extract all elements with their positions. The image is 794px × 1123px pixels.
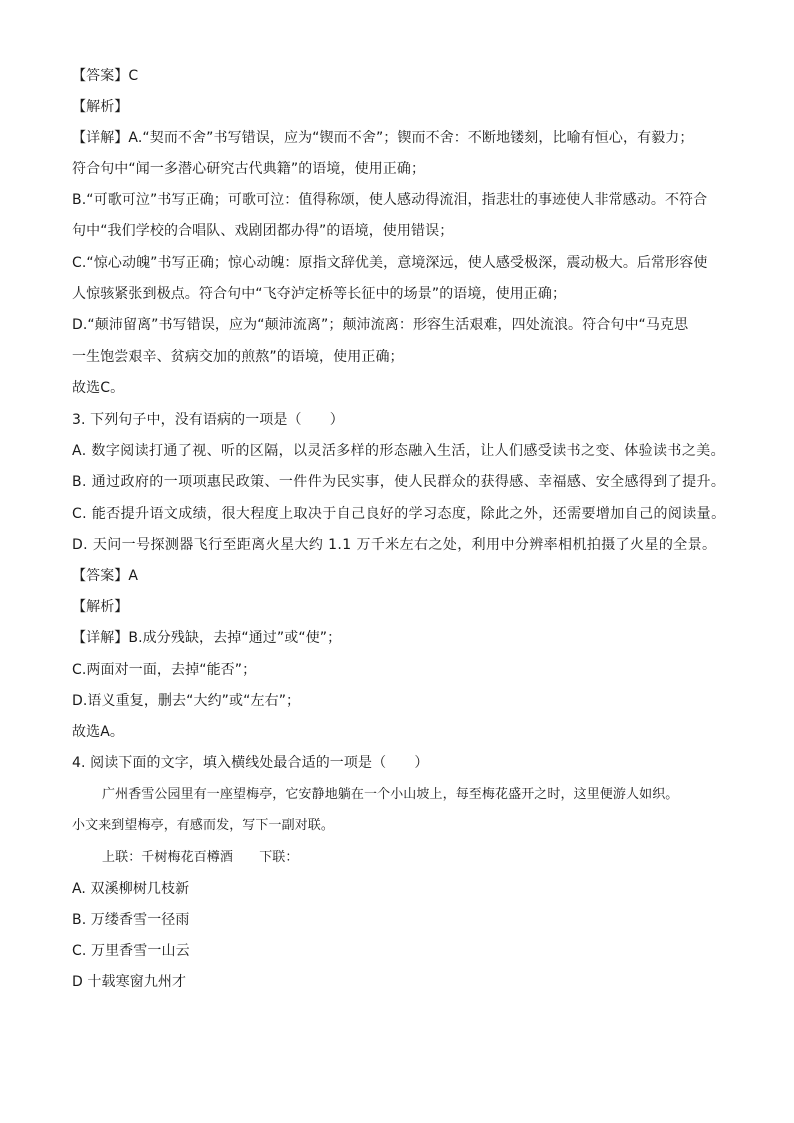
q3-option-b: B. 通过政府的一项项惠民政策、一件件为民实事，使人民群众的获得感、幸福感、安全感得到了提升。 xyxy=(72,474,726,490)
q4-passage-line-1: 广州香雪公园里有一座望梅亭，它安静地躺在一个小山坡上，每至梅花盛开之时，这里便游人如织。 xyxy=(102,787,679,802)
q4-passage-line-2: 小文来到望梅亭，有感而发，写下一副对联。 xyxy=(72,818,335,833)
q2-conclusion: 故选C。 xyxy=(72,380,125,396)
q3-answer: 【答案】A xyxy=(72,568,139,584)
q3-conclusion: 故选A。 xyxy=(72,724,124,740)
q2-answer: 【答案】C xyxy=(72,68,139,84)
q4-option-d: D 十载寒窗九州才 xyxy=(72,974,187,990)
q4-option-a: A. 双溪柳树几枝新 xyxy=(72,881,190,897)
q4-couplet: 上联：千树梅花百樽酒 下联： xyxy=(102,850,299,865)
q2-detail-line-2: 符合句中“闻一多潜心研究古代典籍”的语境，使用正确； xyxy=(72,161,426,177)
q2-detail-line-4: 句中“我们学校的合唱队、戏剧团都办得”的语境，使用错误； xyxy=(72,223,454,239)
q2-detail-line-1: 【详解】A.“契而不舍”书写错误，应为“锲而不舍”；锲而不舍：不断地镂刻，比喻有恒心，有毅力； xyxy=(72,130,694,146)
q2-detail-line-3: B.“可歌可泣”书写正确；可歌可泣：值得称颂，使人感动得流泪，指悲壮的事迹使人非常感动。不符合 xyxy=(72,192,708,208)
q4-option-b: B. 万缕香雪一径雨 xyxy=(72,912,190,928)
q3-option-d: D. 天问一号探测器飞行至距离火星大约 1.1 万千米左右之处，利用中分辨率相机拍摄了火星的全景。 xyxy=(72,537,717,553)
q3-option-a: A. 数字阅读打通了视、听的区隔，以灵活多样的形态融入生活，让人们感受读书之变、体验读书之美。 xyxy=(72,443,726,459)
q3-analysis-label: 【解析】 xyxy=(72,599,129,615)
q2-detail-line-6: 人惊骇紧张到极点。符合句中“飞夺泸定桥等长征中的场景”的语境，使用正确； xyxy=(72,286,567,302)
q3-detail-line-1: 【详解】B.成分残缺，去掉“通过”或“使”； xyxy=(72,630,342,646)
q4-stem: 4. 阅读下面的文字，填入横线处最合适的一项是（ ） xyxy=(72,755,429,771)
q3-detail-line-2: C.两面对一面，去掉“能否”； xyxy=(72,662,257,678)
q2-detail-line-8: 一生饱尝艰辛、贫病交加的煎熬”的语境，使用正确； xyxy=(72,349,404,365)
q3-detail-line-3: D.语义重复，删去“大约”或“左右”； xyxy=(72,693,301,709)
q4-option-c: C. 万里香雪一山云 xyxy=(72,943,190,959)
q2-analysis-label: 【解析】 xyxy=(72,99,129,115)
q2-detail-line-5: C.“惊心动魄”书写正确；惊心动魄：原指文辞优美，意境深远，使人感受极深，震动极大。后常形容使 xyxy=(72,255,708,271)
q3-stem: 3. 下列句子中，没有语病的一项是（ ） xyxy=(72,412,344,428)
q3-option-c: C. 能否提升语文成绩，很大程度上取决于自己良好的学习态度，除此之外，还需要增加自己的阅读量。 xyxy=(72,506,726,522)
q2-detail-line-7: D.“颠沛留离”书写错误，应为“颠沛流离”；颠沛流离：形容生活艰难，四处流浪。符合句中“马克思 xyxy=(72,317,689,333)
